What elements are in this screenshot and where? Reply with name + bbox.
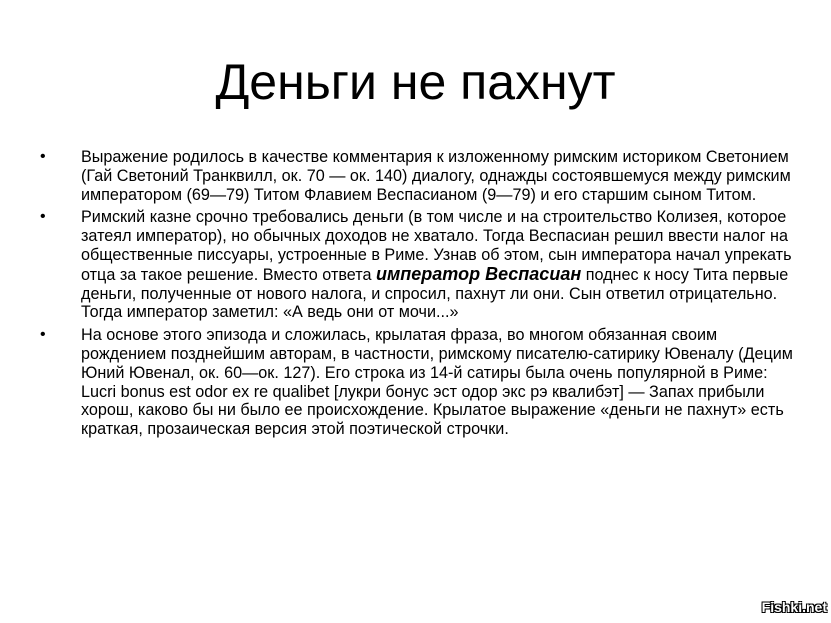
bullet-item-2 bbox=[40, 208, 800, 322]
bullet-text: Выражение родилось в качестве комментария к изложенному римским историком Светонием (Гай Светоний Транквилл, ок. 70 — ок. 140) диалогу, однажды состоявшемуся между римским императором (69—79) Титом Флавием Веспасианом (9—79) и его старшим сыном Титом. bbox=[81, 148, 791, 204]
bullet-icon: • bbox=[40, 148, 46, 165]
bullet-icon: • bbox=[40, 208, 46, 226]
bullet-list bbox=[40, 148, 800, 443]
slide-title: Деньги не пахнут bbox=[215, 54, 616, 110]
watermark-logo: Fishki.net bbox=[761, 599, 827, 615]
bullet-item-1 bbox=[40, 148, 800, 204]
bullet-item-3 bbox=[40, 326, 800, 439]
bullet-text: На основе этого эпизода и сложилась, крылатая фраза, во многом обязанная своим рождением позднейшим авторам, в частности, римскому писателю-сатирику Ювеналу (Децим Юний Ювенал, ок. 60—ок. 127). Его строка из 14-й сатиры была очень популярной в Риме: Lucri bonus est odor ex re qualibet [лукри бонус эст одор экс рэ квалибэт] — Запах прибыли хорош, каково бы ни было ее происхождение. Крылатое выражение «деньги не пахнут» есть краткая, прозаическая версия этой поэтической строчки. bbox=[81, 326, 793, 439]
bullet-icon: • bbox=[40, 326, 46, 344]
bullet-text-before: Римский казне срочно требовались деньги (в том числе и на строительство Колизея, которое затеял император), но обычных доходов не хватало. Тогда Веспасиан решил ввести налог на общественные писсуары, устроенные в Риме. Узнав об этом, сын императора начал упрекать отца за такое решение. Вместо ответа bbox=[81, 208, 792, 284]
bullet-emphasis: император Веспасиан bbox=[375, 263, 582, 284]
bullet-text-after: поднес к носу Тита первые деньги, полученные от нового налога, и спросил, пахнут ли они. Сын ответил отрицательно. Тогда император заметил: «А ведь они от мочи...» bbox=[81, 265, 789, 322]
